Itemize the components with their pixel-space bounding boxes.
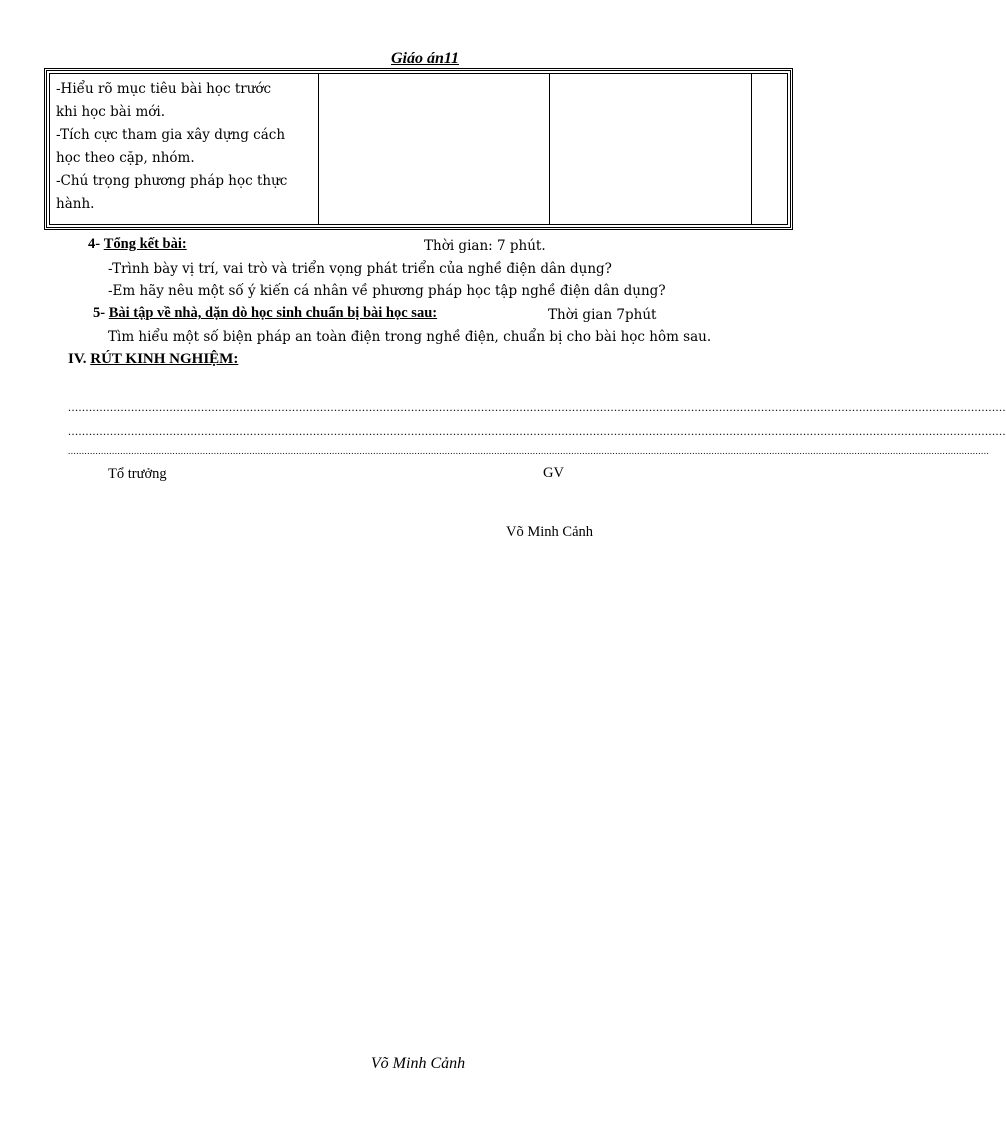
lesson-table — [44, 68, 793, 230]
section-iv-heading — [68, 351, 238, 368]
signature-left-label: Tổ trưởng — [108, 466, 167, 482]
page-header-title: Giáo án11 — [390, 50, 459, 67]
cell-line: học theo cặp, nhóm. — [56, 150, 195, 166]
section-5-line: Tìm hiểu một số biện pháp an toàn điện trong nghề điện, chuẩn bị cho bài học hôm sau. — [108, 329, 712, 345]
section-number: IV. — [68, 351, 87, 367]
section-4-line: -Em hãy nêu một số ý kiến cá nhân về phương pháp học tập nghề điện dân dụng? — [108, 283, 666, 299]
column-divider — [751, 74, 752, 224]
dotted-line: ............................................................................................................................................................................................................................................................................ — [68, 424, 1006, 438]
section-number: 4- — [88, 236, 101, 252]
section-number: 5- — [93, 305, 106, 321]
column-divider — [549, 74, 550, 224]
cell-line: -Hiểu rõ mục tiêu bài học trước — [56, 81, 272, 97]
signature-name: Võ Minh Cảnh — [506, 524, 593, 540]
signature-right-label: GV — [543, 465, 564, 481]
section-4-time: Thời gian: 7 phút. — [424, 238, 546, 254]
column-divider — [318, 74, 319, 224]
page-footer: Võ Minh Cảnh — [370, 1055, 466, 1072]
cell-line: -Chú trọng phương pháp học thực — [56, 173, 288, 189]
dotted-line: ............................................................................................................................................................................................................................................................................ — [68, 400, 1006, 414]
section-5-time: Thời gian 7phút — [548, 307, 657, 323]
section-5-heading — [93, 305, 437, 322]
section-4-heading — [88, 236, 187, 253]
cell-line: hành. — [56, 196, 95, 212]
student-activity-cell — [56, 78, 314, 216]
lesson-table-inner — [49, 73, 788, 225]
cell-line: -Tích cực tham gia xây dựng cách — [56, 127, 286, 143]
cell-line: khi học bài mới. — [56, 104, 165, 120]
section-title: RÚT KINH NGHIỆM: — [90, 351, 239, 367]
section-title: Tổng kết bài: — [103, 236, 187, 252]
section-title: Bài tập về nhà, dặn dò học sinh chuẩn bị bài học sau: — [108, 305, 438, 321]
dotted-line: ............................................................................................................................................................................................................................................................................................................................................... — [68, 446, 990, 456]
section-4-line: -Trình bày vị trí, vai trò và triển vọng phát triển của nghề điện dân dụng? — [108, 261, 612, 277]
